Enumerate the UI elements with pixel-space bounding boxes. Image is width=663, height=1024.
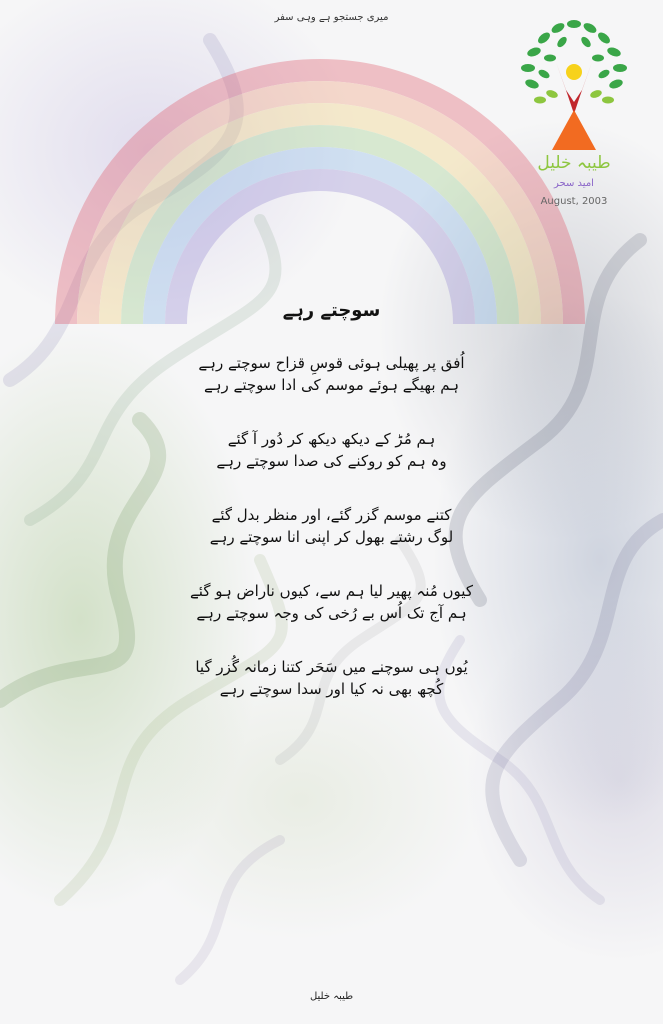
page-header-title: میری جستجو ہے وہی سفر (274, 12, 389, 23)
poem-line: کتنے موسم گزر گئے، اور منظر بدل گئے (211, 506, 452, 524)
poem-body (0, 352, 663, 732)
poem-line: کُچھ بھی نہ کیا اور سدا سوچتے رہے (219, 680, 444, 698)
stanza (0, 656, 663, 700)
rainbow-illustration (55, 56, 585, 326)
stanza (0, 504, 663, 548)
stanza (0, 580, 663, 624)
stanza (0, 352, 663, 396)
poem-title: سوچتے رہے (282, 300, 381, 321)
poem-line: ہم مُڑ کے دیکھ دیکھ کر دُور آ گئے (227, 430, 436, 448)
poem-line: یُوں ہی سوچنے میں سَحَر کتنا زمانہ گُزر گیا (195, 658, 468, 676)
logo-subtitle: امید سحر (554, 178, 594, 189)
footer-author: طیبہ خلیل (309, 991, 354, 1002)
stanza (0, 428, 663, 472)
poem-line: ہم بھیگے ہوئے موسم کی ادا سوچتے رہے (203, 376, 460, 394)
logo-author-name: طیبہ خلیل (537, 153, 611, 173)
poem-line: لوگ رشتے بھول کر اپنی انا سوچتے رہے (209, 528, 454, 546)
logo-date: August, 2003 (540, 196, 608, 207)
poem-line: اُفق پر پھیلی ہوئی قوسِ قزاح سوچتے رہے (198, 354, 465, 372)
poem-line: کیوں مُنہ پھیر لیا ہم سے، کیوں ناراض ہو گئے (190, 582, 473, 600)
poem-line: ہم آج تک اُس بے رُخی کی وجہ سوچتے رہے (196, 604, 467, 622)
poem-line: وہ ہم کو روکنے کی صدا سوچتے رہے (216, 452, 447, 470)
author-logo-tree (516, 14, 632, 154)
